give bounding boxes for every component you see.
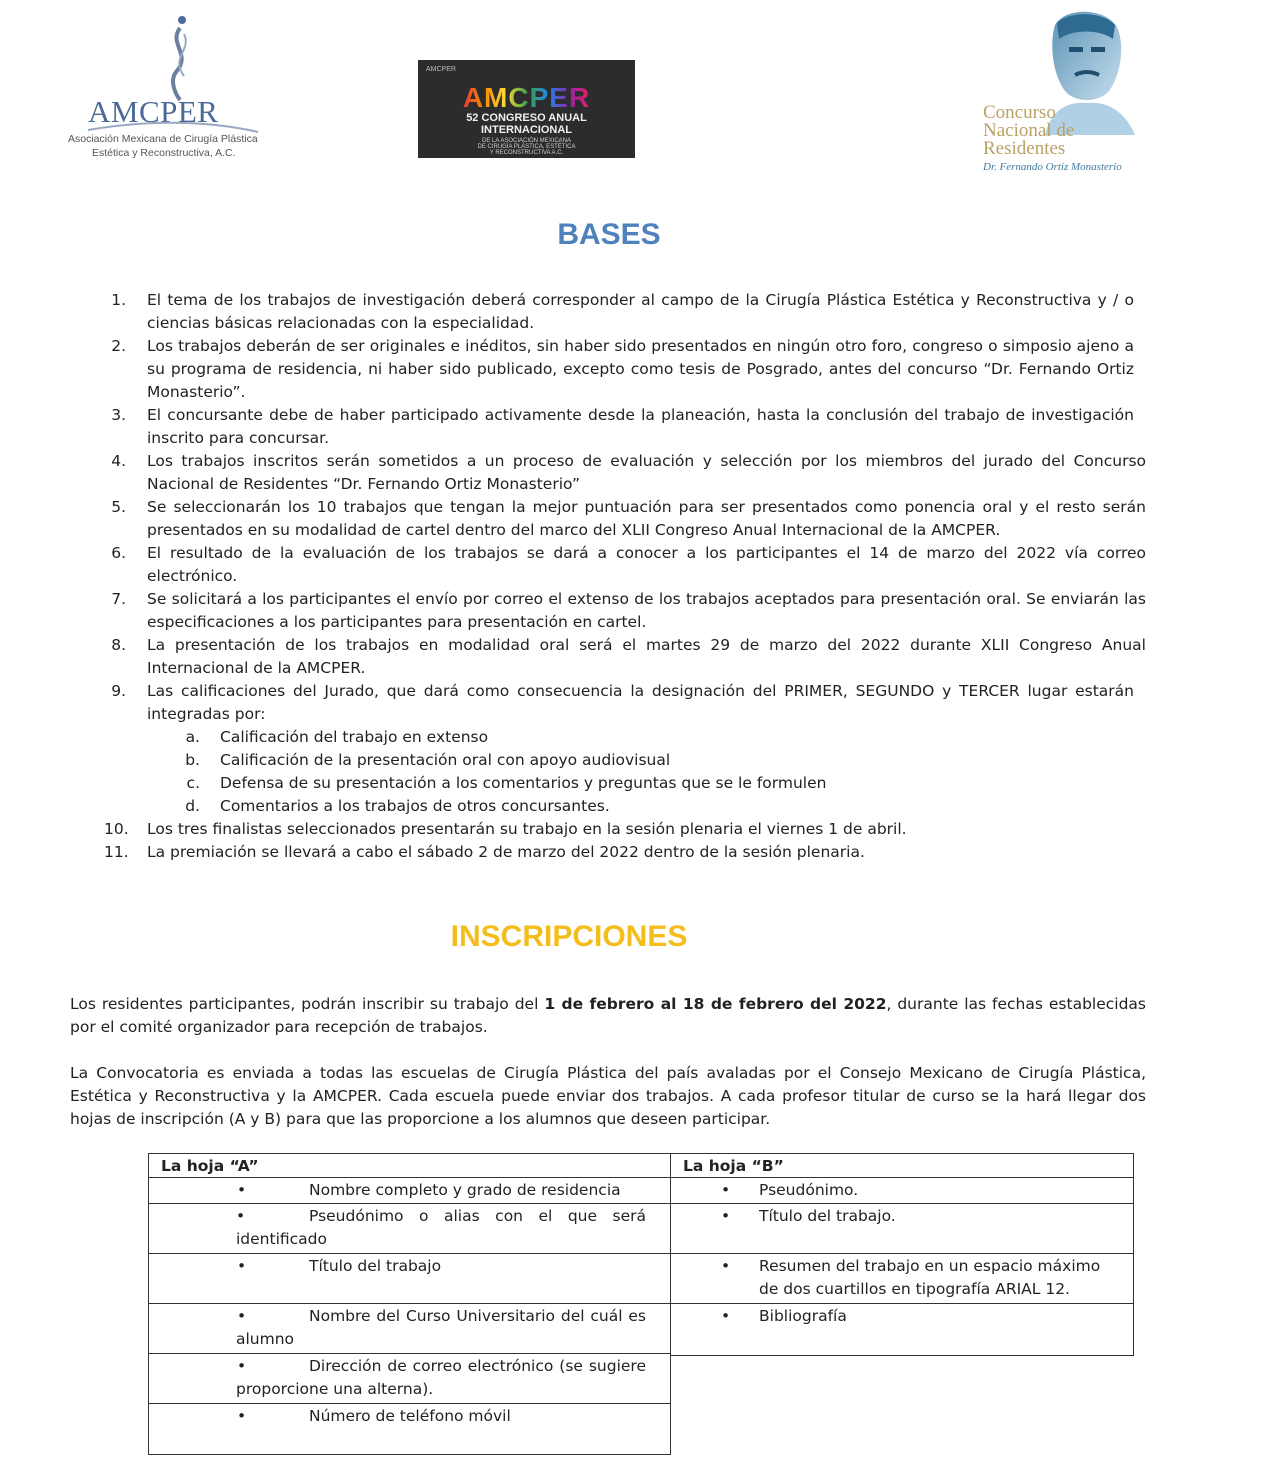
- hoja-b-row: [671, 1254, 1133, 1304]
- hoja-b-row: [671, 1178, 1133, 1204]
- bases-item: [104, 841, 1146, 864]
- bases-item-number: 8.: [111, 636, 126, 654]
- hoja-b-row-text: Pseudónimo.: [759, 1181, 859, 1199]
- bases-item-number: 6.: [111, 544, 126, 562]
- inscripciones-p1-before: Los residentes participantes, podrán inscribir su trabajo del: [70, 995, 545, 1013]
- bases-subitem-letter: c.: [186, 774, 200, 792]
- hoja-a-row: [149, 1204, 670, 1254]
- hoja-a-row-text: [236, 1305, 646, 1351]
- bases-item-text: Los trabajos deberán de ser originales e inéditos, sin haber sido presentados en ningún otro foro, congreso o simposio ajeno a su programa de residencia, ni haber sido publicado, excepto como tesis de Posgrado, antes del concurso “Dr. Fernando Ortiz Monasterio”.: [147, 337, 1134, 401]
- bases-item-number: 4.: [111, 452, 126, 470]
- bases-title: BASES: [557, 218, 661, 251]
- hoja-a-row-text-content: Pseudónimo o alias con el que será identificado: [236, 1207, 646, 1248]
- bases-subitem-letter: a.: [185, 728, 200, 746]
- concurso-logo: [975, 5, 1150, 177]
- bases-item-number: 3.: [111, 406, 126, 424]
- hoja-a-row-text: Número de teléfono móvil: [309, 1407, 511, 1425]
- bases-item-text: El tema de los trabajos de investigación deberá corresponder al campo de la Cirugía Plástica Estética y Reconstructiva y / o ciencias básicas relacionadas con la especialidad.: [147, 291, 1134, 332]
- bases-item: [104, 450, 1146, 496]
- amcper-logo-line2: Estética y Reconstructiva, A.C.: [92, 147, 236, 159]
- bullet-icon: •: [236, 1207, 246, 1225]
- amcper-logo: [66, 14, 271, 160]
- hoja-b-row-text: Resumen del trabajo en un espacio máximo de dos cuartillos en tipografía ARIAL 12.: [759, 1257, 1101, 1298]
- hoja-b-header: La hoja “B”: [671, 1154, 1133, 1178]
- bases-item-text: El concursante debe de haber participado activamente desde la planeación, hasta la conclusión del trabajo de investigación inscrito para concursar.: [147, 406, 1134, 447]
- bases-item-text: Se seleccionarán los 10 trabajos que tengan la mejor puntuación para ser presentados como ponencia oral y el resto serán presentados en su modalidad de cartel dentro del marco del XLII Congreso Anual Internacional de la AMCPER.: [147, 498, 1146, 539]
- hoja-a-header: La hoja “A”: [149, 1154, 670, 1178]
- amcper-logo-name: AMCPER: [88, 94, 219, 129]
- bullet-icon: •: [237, 1307, 247, 1325]
- hoja-b-row-text: Bibliografía: [759, 1307, 847, 1325]
- congreso-logo-line3b: DE CIRUGÍA PLÁSTICA, ESTÉTICA: [477, 144, 576, 150]
- congreso-logo-line3c: Y RECONSTRUCTIVA A.C.: [489, 150, 564, 156]
- bases-item: [104, 818, 1146, 841]
- bases-item-text: El resultado de la evaluación de los trabajos se dará a conocer a los participantes el 14 de marzo del 2022 vía correo electrónico.: [147, 544, 1146, 585]
- congreso-logo-big: [418, 82, 635, 114]
- bases-subitem: [178, 726, 1078, 749]
- hoja-a-row-text: [236, 1355, 646, 1401]
- bases-item-text: La presentación de los trabajos en modalidad oral será el martes 29 de marzo del 2022 durante XLII Congreso Anual Internacional de la AMCPER.: [147, 636, 1146, 677]
- hoja-a-row: [149, 1304, 670, 1354]
- hoja-b-row: [671, 1204, 1133, 1254]
- amcper-logo-line1: Asociación Mexicana de Cirugía Plástica: [68, 133, 258, 145]
- bases-item: [104, 634, 1146, 680]
- hoja-a-row: [149, 1178, 670, 1204]
- bases-item-number: 1.: [111, 291, 126, 309]
- hoja-a-row-text: Título del trabajo: [309, 1257, 442, 1275]
- bases-item: [104, 680, 1146, 726]
- bullet-icon: •: [237, 1357, 247, 1375]
- bases-subitem-letter: d.: [185, 797, 200, 815]
- hoja-a-table: [148, 1153, 671, 1455]
- amcper-figure-icon: [158, 14, 198, 104]
- bases-subitem-text: Comentarios a los trabajos de otros concursantes.: [220, 797, 610, 815]
- congreso-logo-line3: [418, 138, 635, 156]
- inscripciones-paragraph-2: La Convocatoria es enviada a todas las escuelas de Cirugía Plástica del país avaladas por el Consejo Mexicano de Cirugía Plástica, Estética y Reconstructiva y la AMCPER. Cada escuela puede enviar dos trabajos. A cada profesor titular de curso se la hará llegar dos hojas de inscripción (A y B) para que las proporcione a los alumnos que deseen participar.: [70, 1064, 1146, 1128]
- inscripciones-paragraph-1: [70, 993, 1146, 1039]
- bases-item-number: 9.: [111, 682, 126, 700]
- bullet-icon: •: [237, 1257, 247, 1275]
- congreso-logo-big-text: AMCPER: [462, 82, 591, 113]
- bases-subitem: [178, 749, 1078, 772]
- concurso-logo-line3: Residentes: [983, 138, 1066, 159]
- inscripciones-title: INSCRIPCIONES: [450, 920, 688, 953]
- congreso-logo-small: AMCPER: [426, 66, 456, 73]
- hoja-a-row: [149, 1354, 670, 1404]
- hoja-b-row-text: Título del trabajo.: [759, 1207, 896, 1225]
- hoja-a-row-text: Nombre completo y grado de residencia: [309, 1181, 621, 1199]
- hoja-b-table: [670, 1153, 1134, 1356]
- bases-subitem: [178, 772, 1078, 795]
- bases-item-number: 2.: [111, 337, 126, 355]
- bases-subitem-text: Calificación de la presentación oral con apoyo audiovisual: [220, 751, 671, 769]
- bases-subitem: [178, 795, 1078, 818]
- hoja-b-row: [671, 1304, 1133, 1354]
- bases-item: [104, 496, 1146, 542]
- hoja-a-row-text-content: Nombre del Curso Universitario del cuál es alumno: [236, 1307, 646, 1348]
- congreso-logo-line3a: DE LA ASOCIACIÓN MEXICANA: [481, 138, 572, 144]
- bases-item: [104, 542, 1146, 588]
- bases-item: [104, 404, 1146, 450]
- bullet-icon: •: [237, 1407, 247, 1425]
- bases-item-number: 11.: [104, 843, 129, 861]
- bullet-icon: •: [721, 1257, 731, 1275]
- bases-item-text: Las calificaciones del Jurado, que dará como consecuencia la designación del PRIMER, SEGUNDO y TERCER lugar estarán integradas por:: [147, 682, 1134, 723]
- bases-item-text: Se solicitará a los participantes el envío por correo el extenso de los trabajos aceptados para presentación oral. Se enviarán las especificaciones a los participantes para presentación en cartel.: [147, 590, 1146, 631]
- inscripciones-p1-dates: 1 de febrero al 18 de febrero del 2022: [544, 995, 887, 1013]
- bullet-icon: •: [721, 1207, 731, 1225]
- concurso-logo-line2: Nacional de: [983, 120, 1075, 141]
- bases-item-text: Los trabajos inscritos serán sometidos a un proceso de evaluación y selección por los miembros del jurado del Concurso Nacional de Residentes “Dr. Fernando Ortiz Monasterio”: [147, 452, 1146, 493]
- bases-subitem-text: Calificación del trabajo en extenso: [220, 728, 489, 746]
- bullet-icon: •: [721, 1307, 731, 1325]
- inscripciones-p1-after: , durante las fechas establecidas por el comité organizador para recepción de trabajos.: [70, 995, 1146, 1036]
- bullet-icon: •: [237, 1181, 247, 1199]
- amcper-swoosh-icon: [86, 118, 261, 134]
- bases-item-number: 10.: [104, 820, 129, 838]
- bases-item: [104, 335, 1146, 404]
- bases-item-number: 5.: [111, 498, 126, 516]
- congreso-logo-line2: INTERNACIONAL: [480, 124, 573, 136]
- bullet-icon: •: [721, 1181, 731, 1199]
- bases-item: [104, 588, 1146, 634]
- bases-subitem-letter: b.: [185, 751, 200, 769]
- bases-item-text: Los tres finalistas seleccionados presentarán su trabajo en la sesión plenaria el viernes 1 de abril.: [147, 820, 907, 838]
- hoja-a-row-text: [236, 1205, 646, 1251]
- hoja-a-row: [149, 1404, 670, 1454]
- bases-subitem-text: Defensa de su presentación a los comentarios y preguntas que se le formulen: [220, 774, 827, 792]
- hoja-a-row-wrap: [148, 1205, 660, 1251]
- bases-item-text: La premiación se llevará a cabo el sábado 2 de marzo del 2022 dentro de la sesión plenaria.: [147, 843, 865, 861]
- bases-item: [104, 289, 1146, 335]
- concurso-logo-line4: Dr. Fernando Ortiz Monasterio: [983, 161, 1122, 173]
- hoja-a-row: [149, 1254, 670, 1304]
- concurso-logo-line1: Concurso: [983, 102, 1056, 123]
- congreso-logo: [418, 60, 635, 158]
- bases-item-number: 7.: [111, 590, 126, 608]
- congreso-logo-line1: 52 CONGRESO ANUAL: [466, 112, 587, 124]
- hoja-a-row-text-content: Dirección de correo electrónico (se sugiere proporcione una alterna).: [236, 1357, 646, 1398]
